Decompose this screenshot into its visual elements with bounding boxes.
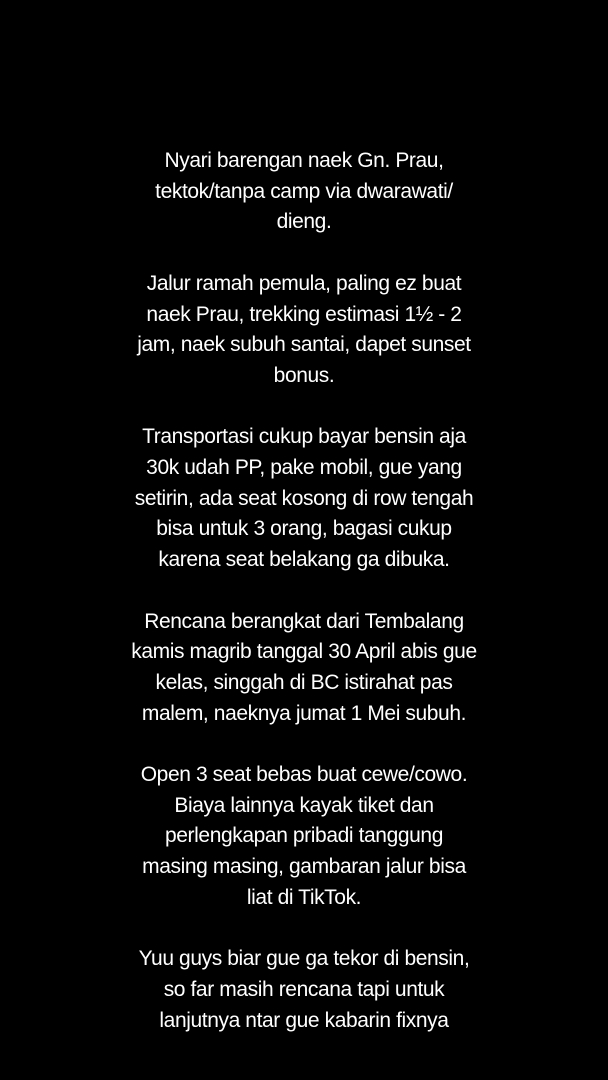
text-line: Biaya lainnya kayak tiket dan — [174, 793, 434, 817]
paragraph-transport — [100, 422, 508, 576]
paragraph-schedule — [100, 607, 508, 730]
text-line: so far masih rencana tapi untuk — [163, 977, 445, 1001]
text-line: dieng. — [276, 210, 332, 234]
text-line: kelas, singgah di BC istirahat pas — [155, 670, 453, 694]
text-line: Open 3 seat bebas buat cewe/cowo. — [140, 763, 468, 786]
text-line: liat di TikTok. — [246, 885, 362, 909]
text-line: Jalur ramah pemula, paling ez buat — [146, 271, 462, 295]
text-line: Transportasi cukup bayar bensin aja — [142, 425, 466, 449]
text-line: tektok/tanpa camp via dwarawati/ — [155, 179, 453, 203]
text-line: kamis magrib tanggal 30 April abis gue — [131, 640, 477, 664]
text-line: setirin, ada seat kosong di row tengah — [134, 486, 474, 510]
text-line: jam, naek subuh santai, dapet sunset — [137, 333, 471, 357]
text-line: bisa untuk 3 orang, bagasi cukup — [156, 517, 452, 541]
text-line: Yuu guys biar gue ga tekor di bensin, — [138, 947, 470, 971]
paragraph-closing — [100, 944, 508, 1036]
text-line: Nyari barengan naek Gn. Prau, — [164, 149, 444, 172]
text-line: 30k udah PP, pake mobil, gue yang — [146, 456, 462, 479]
paragraph-intro — [100, 146, 508, 238]
text-line: malem, naeknya jumat 1 Mei subuh. — [141, 701, 467, 725]
paragraph-route — [100, 269, 508, 392]
text-line: karena seat belakang ga dibuka. — [158, 548, 450, 572]
text-line: lanjutnya ntar gue kabarin fixnya — [159, 1008, 449, 1032]
text-line: Rencana berangkat dari Tembalang — [144, 609, 464, 633]
text-line: bonus. — [273, 363, 335, 387]
text-line: perlengkapan pribadi tanggung — [165, 824, 443, 848]
text-line: masing masing, gambaran jalur bisa — [142, 855, 466, 879]
paragraph-seats — [100, 760, 508, 914]
text-line: naek Prau, trekking estimasi 1½ - 2 — [146, 302, 462, 326]
story-text-block — [0, 146, 608, 1067]
